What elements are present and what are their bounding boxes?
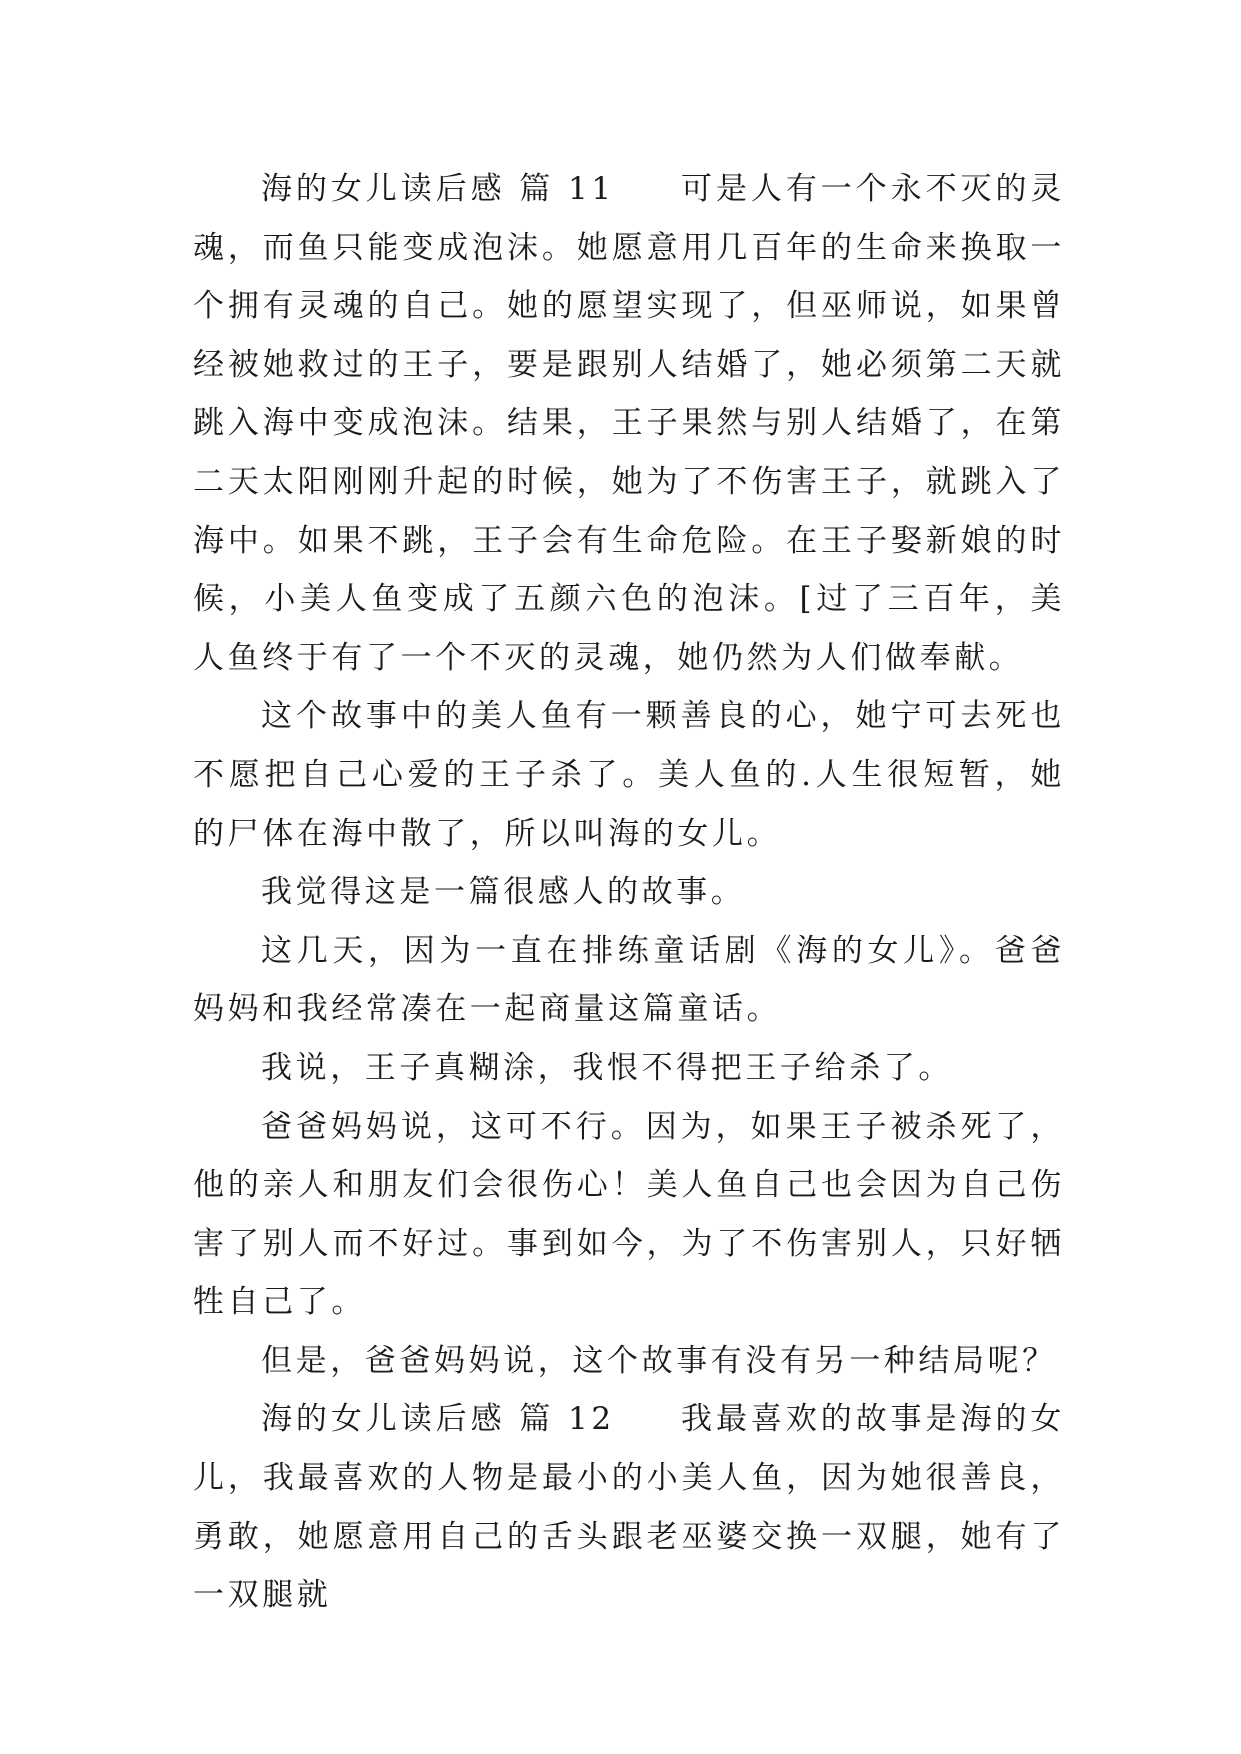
paragraph-4 bbox=[193, 922, 1065, 1039]
paragraph-text: 这几天，因为一直在排练童话剧《海的女儿》。爸爸妈妈和我经常凑在一起商量这篇童话。 bbox=[193, 932, 1065, 1028]
paragraph-3 bbox=[193, 863, 1065, 922]
paragraph-5 bbox=[193, 1039, 1065, 1098]
paragraph-text: 这个故事中的美人鱼有一颗善良的心，她宁可去死也不愿把自己心爱的王子杀了。美人鱼的.人生很短暂，她的尸体在海中散了，所以叫海的女儿。 bbox=[193, 698, 1065, 852]
paragraph-text: 我最喜欢的故事是海的女儿，我最喜欢的人物是最小的小美人鱼，因为她很善良，勇敢，她愿意用自己的舌头跟老巫婆交换一双腿，她有了一双腿就 bbox=[193, 1401, 1065, 1614]
paragraph-text: 但是，爸爸妈妈说，这个故事有没有另一种结局呢？ bbox=[261, 1342, 1057, 1379]
paragraph-2 bbox=[193, 687, 1065, 863]
paragraph-text: 我说，王子真糊涂，我恨不得把王子给杀了。 bbox=[261, 1049, 953, 1086]
paragraph-7 bbox=[193, 1332, 1065, 1391]
paragraph-8 bbox=[193, 1390, 1065, 1624]
paragraph-1 bbox=[193, 160, 1065, 687]
paragraph-text: 爸爸妈妈说，这可不行。因为，如果王子被杀死了，他的亲人和朋友们会很伤心！美人鱼自己也会因为自己伤害了别人而不好过。事到如今，为了不伤害别人，只好牺牲自己了。 bbox=[193, 1108, 1065, 1321]
section-heading-12: 海的女儿读后感 篇 12 bbox=[261, 1401, 615, 1438]
document-body bbox=[193, 160, 1065, 1625]
paragraph-6 bbox=[193, 1098, 1065, 1332]
paragraph-text: 可是人有一个永不灭的灵魂，而鱼只能变成泡沫。她愿意用几百年的生命来换取一个拥有灵魂的自己。她的愿望实现了，但巫师说，如果曾经被她救过的王子，要是跟别人结婚了，她必须第二天就跳入海中变成泡沫。结果，王子果然与别人结婚了，在第二天太阳刚刚升起的时候，她为了不伤害王子，就跳入了海中。如果不跳，王子会有生命危险。在王子娶新娘的时候，小美人鱼变成了五颜六色的泡沫。[过了三百年，美人鱼终于有了一个不灭的灵魂，她仍然为人们做奉献。 bbox=[193, 171, 1065, 676]
section-heading-11: 海的女儿读后感 篇 11 bbox=[261, 171, 615, 207]
paragraph-text: 我觉得这是一篇很感人的故事。 bbox=[261, 874, 746, 911]
